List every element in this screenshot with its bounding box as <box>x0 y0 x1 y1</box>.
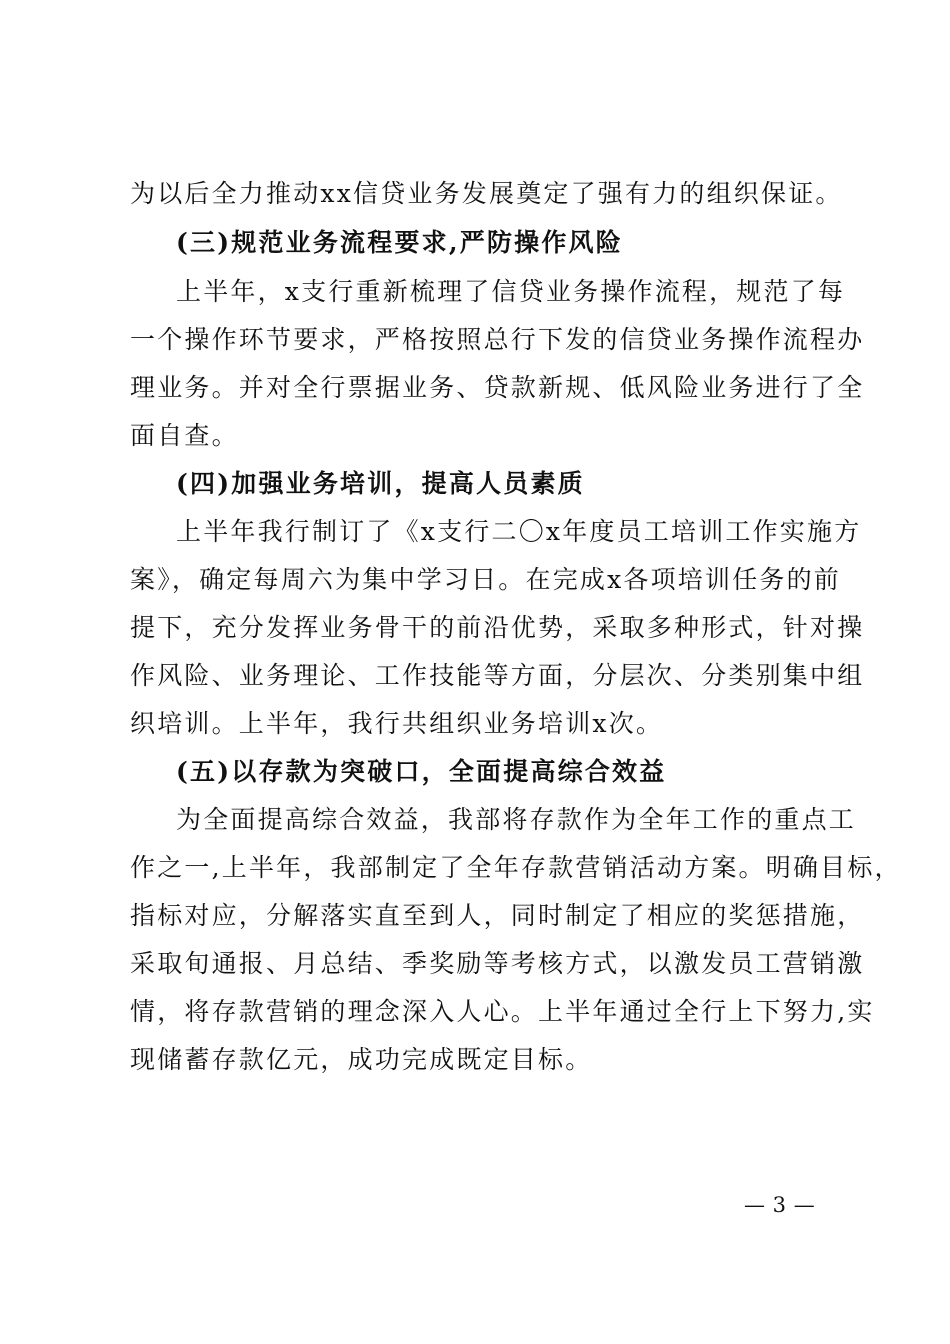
paragraph-line: 织培训。上半年，我行共组织业务培训x次。 <box>130 709 664 738</box>
paragraph-line: 一个操作环节要求，严格按照总行下发的信贷业务操作流程办 <box>130 325 865 354</box>
paragraph-line: 采取旬通报、月总结、季奖励等考核方式，以激发员工营销激 <box>130 949 865 978</box>
paragraph-line: 情，将存款营销的理念深入人心。上半年通过全行上下努力,实 <box>130 997 875 1026</box>
paragraph-line: 面自查。 <box>130 421 239 450</box>
section-heading-5: (五)以存款为突破口，全面提高综合效益 <box>176 757 667 786</box>
paragraph-line: 为以后全力推动xx信贷业务发展奠定了强有力的组织保证。 <box>130 179 843 208</box>
paragraph-line: 上半年，x支行重新梳理了信贷业务操作流程，规范了每 <box>176 277 846 306</box>
paragraph-line: 理业务。并对全行票据业务、贷款新规、低风险业务进行了全 <box>130 373 865 402</box>
section-heading-4: (四)加强业务培训，提高人员素质 <box>176 469 585 498</box>
section-heading-3: (三)规范业务流程要求,严防操作风险 <box>176 228 623 257</box>
paragraph-line: 作风险、业务理论、工作技能等方面，分层次、分类别集中组 <box>130 661 865 690</box>
page-number: — 3 — <box>744 1193 816 1217</box>
paragraph-line: 案》，确定每周六为集中学习日。在完成x各项培训任务的前 <box>130 565 842 594</box>
paragraph-line: 上半年我行制订了《x支行二〇x年度员工培训工作实施方 <box>176 517 862 546</box>
paragraph-line: 指标对应，分解落实直至到人，同时制定了相应的奖惩措施， <box>130 901 865 930</box>
paragraph-line: 为全面提高综合效益，我部将存款作为全年工作的重点工 <box>176 805 857 834</box>
paragraph-line: 作之一,上半年，我部制定了全年存款营销活动方案。明确目标， <box>130 853 902 882</box>
paragraph-line: 现储蓄存款亿元，成功完成既定目标。 <box>130 1045 593 1074</box>
paragraph-line: 提下，充分发挥业务骨干的前沿优势，采取多种形式，针对操 <box>130 613 865 642</box>
